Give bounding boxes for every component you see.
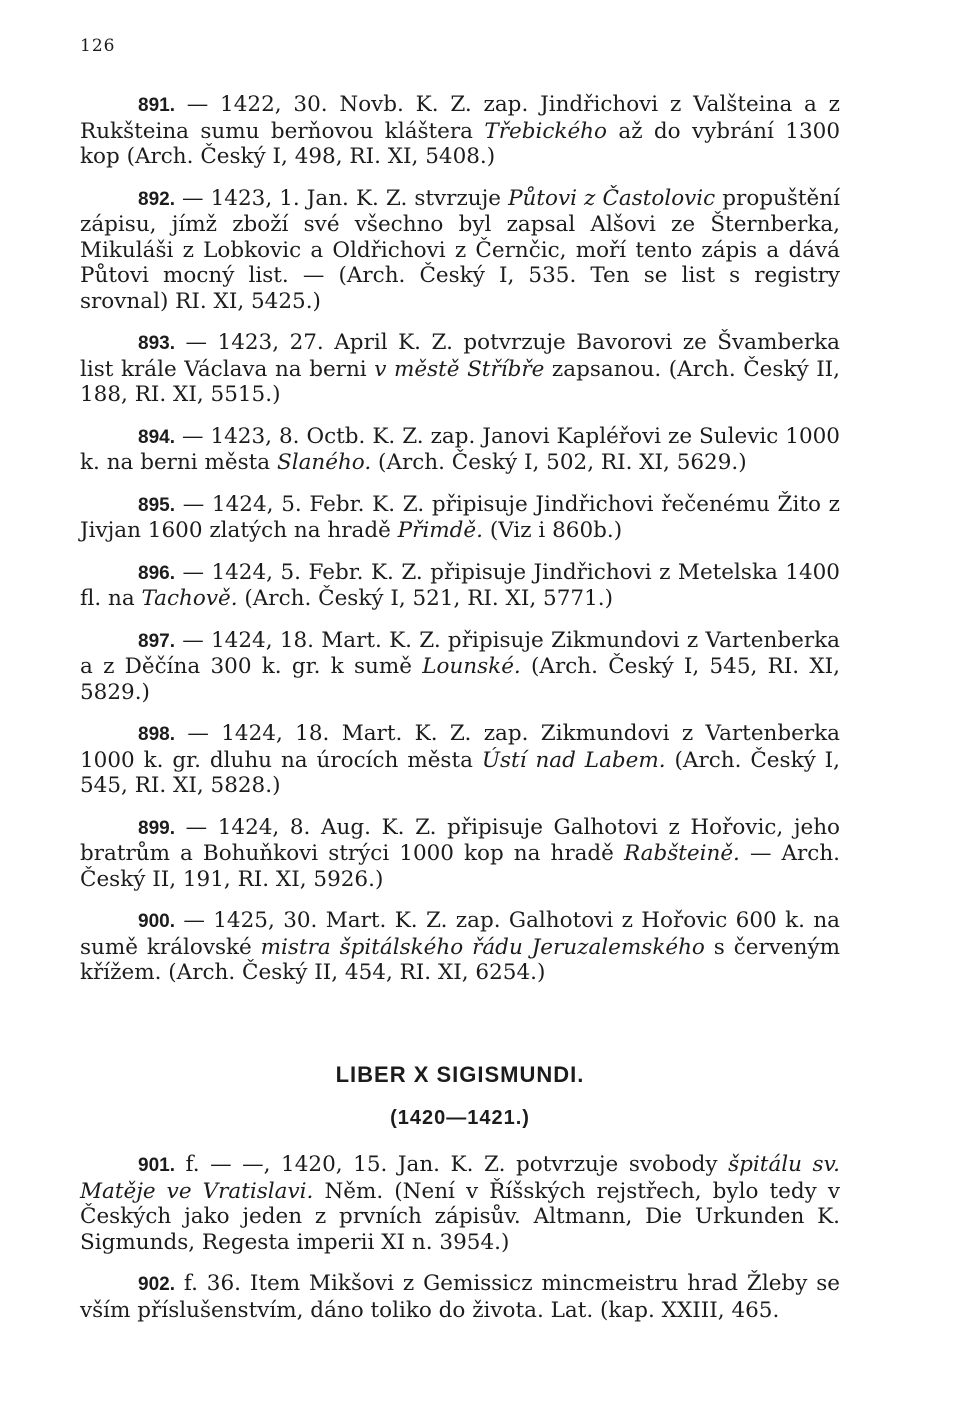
entry-number: 894.	[138, 426, 175, 448]
entry-italic-text: mistra špitálského řádu Jeruzalemského	[260, 934, 705, 960]
entry-paragraph	[80, 1271, 840, 1323]
entry-paragraph	[80, 815, 840, 893]
entry-italic-text: Půtovi z Častolovic	[508, 185, 716, 211]
entry-number: 898.	[138, 724, 175, 745]
page-number: 126	[80, 36, 116, 56]
entry-paragraph	[80, 628, 840, 706]
entry-text: — 1425, 30. Mart. K. Z. zap. Galhotovi z Hořovic 600 k. na sumě královské	[80, 908, 840, 960]
entry-text: (Arch. Český I, 545, RI. XI, 5828.)	[80, 747, 840, 798]
entry-paragraph	[80, 330, 840, 408]
entry-text: (Arch. Český I, 545, RI. XI, 5829.)	[80, 654, 841, 705]
entries-lower	[80, 1152, 840, 1339]
entry-paragraph	[80, 908, 840, 986]
entry-italic-text: Ústí nad Labem.	[481, 747, 666, 773]
entry-italic-text: Lounské.	[422, 654, 521, 679]
entry-text: propuštění zápisu, jímž zboží své všechno byl zapsal Alšovi ze Šternberka, Mikuláši z Lobkovic a Oldřichovi z Černčic, moří tento zápis a dává Půtovi mocný list. — (Arch. Český I, 535. Ten se list s registry srovnal) RI. XI, 5425.)	[80, 185, 840, 314]
entry-text: — 1423, 1. Jan. K. Z. stvrzuje	[174, 185, 509, 211]
entry-paragraph	[80, 1152, 840, 1255]
entry-text: (Viz i 860b.)	[482, 518, 623, 543]
entry-paragraph	[80, 721, 840, 799]
section-title: LIBER X SIGISMUNDI.	[335, 1062, 585, 1087]
entry-number: 899.	[138, 817, 175, 839]
entry-text: (Arch. Český I, 521, RI. XI, 5771.)	[237, 586, 613, 611]
entry-text: — 1424, 8. Aug. K. Z. připisuje Galhotovi z Hořovic, jeho bratrům a Bohuňkovi strýci 1000 kop na hradě	[80, 814, 840, 866]
entry-number: 901.	[138, 1155, 175, 1176]
entry-text: zapsanou. (Arch. Český II, 188, RI. XI, 5515.)	[80, 356, 841, 407]
entry-italic-text: Přimdě.	[397, 518, 483, 543]
entry-text: f. 36. Item Mikšovi z Gemissicz mincmeistru hrad Žleby se vším příslušenstvím, dáno toliko do života. Lat. (kap. XXIII, 465.	[80, 1271, 840, 1323]
section-years: (1420—1421.)	[390, 1107, 530, 1129]
entry-paragraph	[80, 492, 840, 544]
entry-text: — 1424, 5. Febr. K. Z. připisuje Jindřichovi řečenému Žito z Jivjan 1600 zlatých na hradě	[80, 491, 840, 543]
entry-text: Něm. (Není v Říšských rejstřech, bylo tedy v Českých jako jeden z prvních zápisův. Altmann, Die Urkunden K. Sigmunds, Regesta imperii XI n. 3954.)	[80, 1178, 840, 1255]
entry-italic-text: Třebického	[484, 118, 607, 144]
entry-paragraph	[80, 560, 840, 612]
entry-text: — 1424, 5. Febr. K. Z. připisuje Jindřichovi z Metelska 1400 fl. na	[80, 559, 840, 611]
entry-number: 891.	[138, 95, 175, 116]
entry-text: — Arch. Český II, 191, RI. XI, 5926.)	[80, 841, 841, 892]
entry-text: — 1423, 27. April K. Z. potvrzuje Bavorovi ze Švamberka list krále Václava na berni	[80, 330, 840, 382]
entry-number: 892.	[138, 188, 175, 210]
entry-paragraph	[80, 424, 840, 476]
entry-text: až do vybrání 1300 kop (Arch. Český I, 498, RI. XI, 5408.)	[80, 118, 840, 169]
entry-number: 897.	[138, 630, 175, 652]
entry-text: — 1424, 18. Mart. K. Z. připisuje Zikmundovi z Vartenberka a z Děčína 300 k. gr. k sumě	[80, 627, 840, 679]
entry-text: — 1424, 18. Mart. K. Z. zap. Zikmundovi z Vartenberka 1000 k. gr. dluhu na úrocích města	[80, 721, 840, 773]
entry-number: 900.	[138, 911, 175, 932]
entry-text: — 1422, 30. Novb. K. Z. zap. Jindřichovi z Valšteina a z Rukšteina sumu berňovou kláštera	[80, 92, 840, 144]
entry-italic-text: Rabšteině.	[623, 841, 740, 866]
entry-number: 902.	[138, 1274, 175, 1295]
entry-italic-text: v městě Stříbře	[374, 356, 545, 382]
entry-italic-text: Slaného.	[276, 450, 372, 475]
entry-text: s červeným křížem. (Arch. Český II, 454, RI. XI, 6254.)	[80, 934, 840, 985]
entry-text: f. — —, 1420, 15. Jan. K. Z. potvrzuje svobody	[174, 1152, 729, 1177]
entry-text: — 1423, 8. Octb. K. Z. zap. Janovi Kapléřovi ze Sulevic 1000 k. na berni města	[80, 423, 840, 475]
entry-number: 893.	[138, 333, 175, 354]
entry-italic-text: špitálu sv. Matěje ve Vratislavi.	[80, 1152, 840, 1204]
entry-number: 896.	[138, 562, 175, 584]
entry-number: 895.	[138, 494, 175, 516]
entries-upper	[80, 92, 840, 1002]
entry-text: (Arch. Český I, 502, RI. XI, 5629.)	[371, 450, 747, 475]
entry-paragraph	[80, 92, 840, 170]
entry-paragraph	[80, 186, 840, 315]
entry-italic-text: Tachově.	[141, 586, 238, 611]
